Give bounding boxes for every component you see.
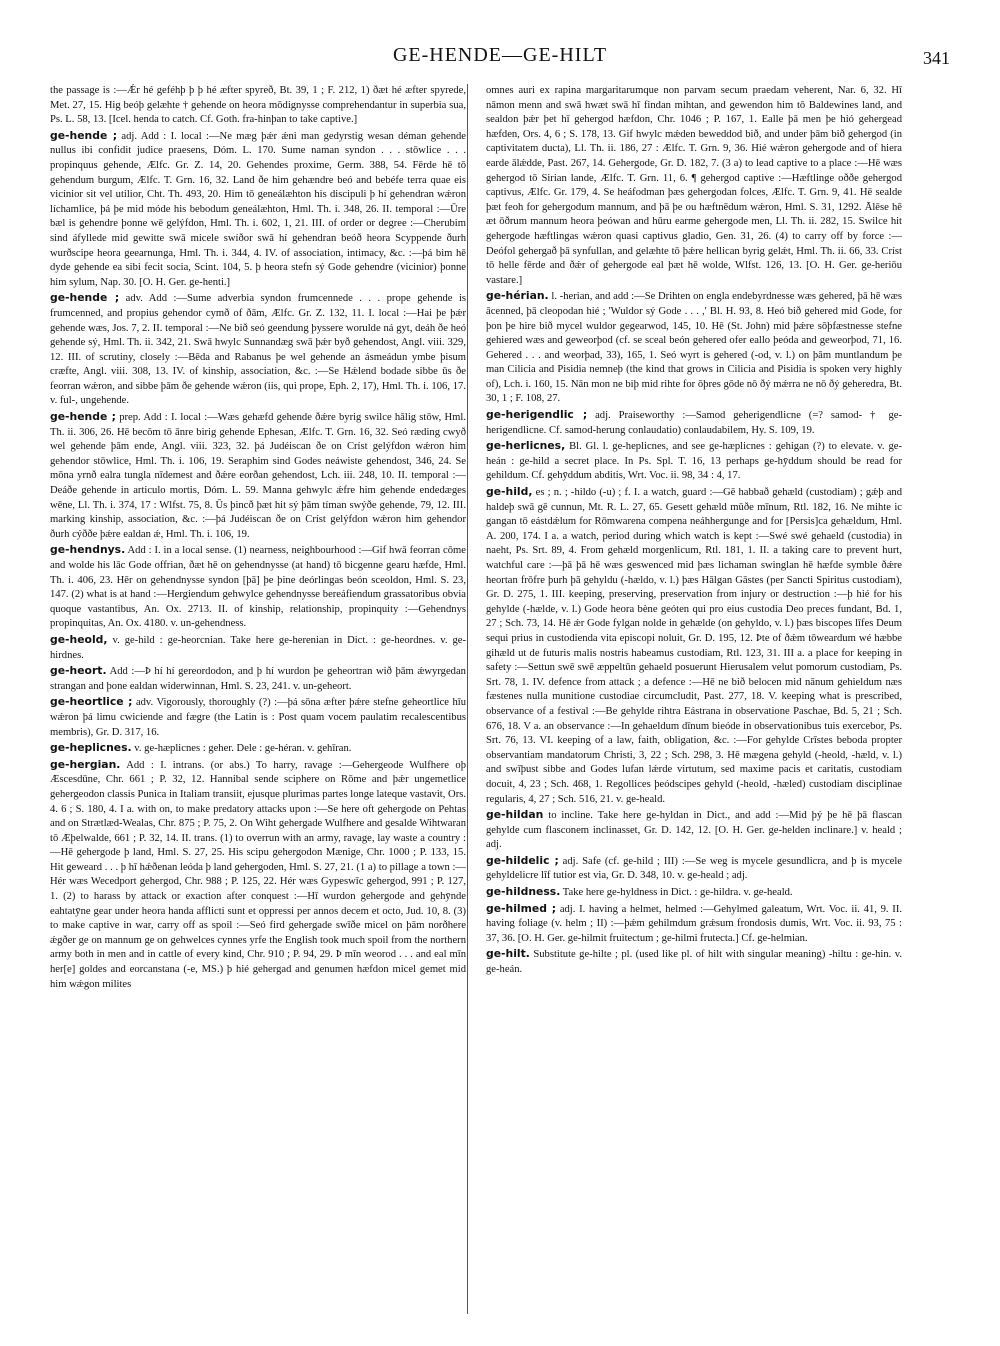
dictionary-entry (486, 885, 902, 901)
dictionary-entry (50, 410, 466, 542)
entry-headword: ge-hende ; (50, 128, 118, 142)
dictionary-entry (486, 439, 902, 484)
dictionary-entry (486, 485, 902, 807)
entry-headword: ge-hergian. (50, 757, 121, 771)
dictionary-entry (50, 695, 466, 740)
entry-text: to incline. Take here ge-hyldan in Dict., and add :—Mid þý þe hē þā flascan gehylde cum flasconem inclinasset, Gr. D. 142, 12. [O. H. Ger. ge-helden inclinare.] v. heald ; adj. (486, 810, 902, 851)
dictionary-entry (486, 947, 902, 977)
entry-headword: ge-hildness. (486, 885, 561, 899)
entry-text: adj. I. having a helmet, helmed :—Gehylmed galeatum, Wrt. Voc. ii. 41, 9. II. having foliage (v. helm ; II) :—þǽm gehilmdum grǽsum frondosis dumis, Wrt. Voc. ii. 93, 75 : 37, 36. [O. H. Ger. ge-hilmit fruitectum ; ge-hilmi frutecta.] Cf. ge-helmian. (486, 903, 902, 944)
dictionary-entry (486, 289, 902, 407)
entry-headword: ge-hende ; (50, 410, 116, 424)
entry-headword: ge-herigendlic ; (486, 408, 588, 422)
running-head: GE-HENDE—GE-HILT (392, 44, 608, 66)
dictionary-entry (486, 854, 902, 884)
dictionary-entry (486, 84, 902, 288)
entry-text: Bl. Gl. l. ge-heplicnes, and see ge-hæplicnes : gehigan (?) to elevate. v. ge-heán : ge-hild a secret place. In Ps. Spl. T. 16, 13 perhaps ge-hȳddum should be read for gehildum. Cf. gehȳddum abditis, Wrt. Voc. ii. 98, 34 : 4, 17. (486, 441, 902, 482)
entry-headword: ge-hérian. (486, 289, 549, 303)
entry-headword: ge-hild, (486, 485, 533, 499)
dictionary-entry (486, 902, 902, 947)
dictionary-entry (486, 808, 902, 853)
dictionary-entry (50, 633, 466, 663)
dictionary-entry (50, 129, 466, 291)
dictionary-entry (50, 543, 466, 632)
entry-headword: ge-heort. (50, 664, 107, 678)
entry-text: Add : I. intrans. (or abs.) To harry, ravage :—Gehergeode Wulfhere oþ Æscesdūne, Chr. 661 ; P. 32, 12. Hannibal sende sciphere on Rōme and þǽr ungemetlice gehergeodon classis Punica in Italiam transiit, ejusque plurimas partes longe lateque vastavit, Ors. 4. 6 ; S. 180, 4. I a. with on, to make predatory attacks upon :—Se here oft gehergode on Pehtas and on Strætlæd-Wealas, Chr. 875 ; P. 75, 2. On Wiht gehergade Wulfhere and gesalde Wihtwaran tō Æþelwalde, 661 ; P. 32, 14. II. trans. (1) to overrun with an army, ravage, lay waste a country :—Hē gehergode þ land, Hml. S. 27, 25. His scipu gehergodon Mænige, Chr. 1000 ; P. 133, 15. Hit geweard . . . þ hī hǽðenan leóda þ land gehergoden, Hml. S. 27, 21. (1 a) to pillage a town :—Hér wæs Wecedport gehergod, Chr. 988 ; P. 125, 22. Hér wæs Gypeswīc gehergod, 991 ; P. 127, 1. (2) to harass by attack or exaction after conquest :—Hī wurdon gehergode and gehȳnde eahtatȳne gear under heora handa afflicti sunt et oppressi per annos decem et octo, Jud. 10, 8. (3) to make captive in war, carry off as spoil :—Seó fird gehergade swīðe micel on þām norðhere ǽgðer ge on mannum ge on gehwelces cynnes yrfe the English took much spoil from the northern army both in men and in cattle of every kind, Chr. 910 ; P. 94, 29. Þ mīn weorod . . . and eal mīn her[e] goldes and eorcanstana (-e, MS.) þ hié gehergad and genumen hæfdon micel gemet mid him wǽgon milites (50, 759, 466, 990)
entry-text: Take here ge-hyldness in Dict. : ge-hildra. v. ge-heald. (562, 887, 793, 899)
entry-text: l. -herian, and add :—Se Drihten on engla endebyrdnesse wæs gehered, þā hē wæs ācenned, þā cleopodan hié ; 'Wuldor sý Gode . . . ,' Bl. H. 93, 8. Heó bið gehered mid Gode, for þon þe hire bið mycel wuldor gegearwod, 145, 10. Hē (St. John) mid þǽre sōþfæstnesse stefne gehiered wæs and geweorþod (cf. se sceal beón gehered ofer eallo þeóda and geweorþod, 71, 16. Gehered . . . and weorþad, 33), 165, 1. Seó wyrt is gehered (-od, v. l.) on þām muntlandum þe man Cilicia and Pisidia nemneþ (the kind that grows in Cilicia and Pisidia is spoken very highly of), Lch. i. 160, 15. Nān mon ne biþ mid rihte for ōþres gōde nō ðý mǽrra ne nō ðý geheredra, Bt. 30, 1 ; F. 108, 27. (486, 291, 902, 405)
entry-text: adv. Vigorously, thoroughly (?) :—þá sōna æfter þǽre stefne geheortlice hīu wǽron þá limu cwiciende and fægre (the Latin is : Post quam vocem paulatim recalescentibus membris), Gr. D. 317, 16. (50, 697, 466, 738)
dictionary-entry (50, 741, 466, 757)
entry-text: Substitute ge-hilte ; pl. (used like pl. of hilt with singular meaning) -hiltu : ge-hin. v. ge-heán. (486, 949, 902, 976)
right-column (486, 84, 902, 1314)
entry-text: adv. Add :—Sume adverbia syndon frumcennede . . . prope gehende is frumcenned, and propius gehendor cymð of ðām, Ælfc. Gr. Z. 132, 11. I. local :—Hai þe þǽr gehende wæs, Jos. 7, 2. II. temporal :—Ne bið seó geendung þyssere worulde ná gyt, deáh ðe heó gehende sý, Hml. Th. ii. 342, 21. Swā hwylc Sunnandæg swā þǽr byð gehendost, Angl. viii. 329, 12. III. of scrutiny, closely :—Bēda and Rabanus þe wel gehende an ásmeádun ymbe þisum cræfte, Angl. viii. 308, 13. IV. of kinship, association, &c. :—Se Hǽlend bodade sibbe ūs ðe feorran wǽron, and sibbe þām ðe gehende wǽron (iis, qui prope, Eph. 2, 17), Hml. Th. i. 106, 17. v. ful-, ungehende. (50, 293, 466, 407)
entry-text: Add : I. in a local sense. (1) nearness, neighbourhood :—Gif hwā feorran cōme and wolde his lāc Gode offrian, ðæt hē on gehendnysse (at hand) tō bicgenne gearu hæfde, Hml. Th. i. 406, 23. Hēr on gehendnysse syndon [þā] þe þine deórlingas beón sceoldon, Hml. S. 23, 147. (2) what is at hand :—Hergiendum gehwylce gehendnysse bereáfiendum grassatoribus obvia quoque vastantibus, An. Ox. 2713. II. of kinship, relationship, propinquity :—Gehendnys propinquitas, An. Ox. 4180. v. un-gehendness. (50, 545, 466, 630)
entry-headword: ge-heplicnes. (50, 741, 132, 755)
entry-headword: ge-hilmed ; (486, 901, 557, 915)
page-header (50, 44, 950, 72)
entry-headword: ge-herlicnes, (486, 439, 566, 453)
entry-text: omnes auri ex rapina margaritarumque non parvam secum praedam veherent, Nar. 6, 32. Hī nāmon menn and swā hwæt swā hī findan mihtan, and gewendon him tō Baldewines land, and sealdon þǽr þet hī gehergod hæfdon, Chr. 1046 ; P. 167, 1. Ealle þā men þe hió gehergead hæfden, Ors. 4, 6 ; S. 178, 13. Gif hwylc mǽden beweddod bið, and under þām bið gehergod (in captivitatem ducta), Ll. Th. ii. 186, 27 : Ælfc. T. Grn. 9, 36. Hié wǽron gehergode and of hiera earde ālǽdde, Past. 267, 14. Gehergode, Gr. D. 182, 7. (3 a) to lead captive to a place :—Hē wæs gehergod tō Sirian lande, Ælfc. T. Grn. 11, 6. ¶ gehergod captive :—Hæftlinge oððe gehergod captivus, Ælfc. Gr. 179, 4. Se heáfodman þæs gehergodan folces, Ælfc. T. Grn. 9, 41. Hē sealde þæt feoh for gehergodum mannum, and þā þe ou hæftnēdum wǽron, Hml. S. 31, 1292. Ālēse hē æt ōðrum mannum heora þeówan and hūru earme gehergode men, Ll. Th. ii. 282, 15. Swilce hit gehergode hæftlingas wǽron quasi captivus gladio, Gen. 31, 26. (4) to carry off by force :—Deófol gehergað þā synfullan, and gelæhte tō þǽre hellican byrig gelǽt, Hml. Th. ii. 66, 33. Críst tō helle fērde and ðǽr of gehergode eal þæt hē wolde, Wlfst. 126, 13. [O. H. Ger. ge-heriōu vastare.] (486, 85, 902, 286)
entry-text: adj. Safe (cf. ge-hild ; III) :—Se weg is mycele gesundlicra, and þ is mycele gehyldelicre līf tutior est via, Gr. D. 348, 10. v. ge-heald ; adj. (486, 855, 902, 882)
dictionary-entry (50, 291, 466, 409)
entry-text: the passage is :—Ǽr hé geféhþ þ þ hé æfter spyreð, Bt. 39, 1 ; F. 212, 1) ðæt hé æfter spyrede, Met. 27, 15. Hig beóþ gelæhte † gehende on heora mōdignysse comprehendantur in superbia sua, Ps. L. 58, 13. [Icel. henda to catch. Cf. Goth. fra-hinþan to take captive.] (50, 85, 466, 126)
entry-headword: ge-hilt. (486, 947, 530, 961)
column-divider (467, 84, 468, 1314)
entry-headword: ge-heold, (50, 632, 108, 646)
entry-headword: ge-heortlice ; (50, 695, 133, 709)
entry-text: v. ge-hæplicnes : geher. Dele : ge-héran. v. gehīran. (134, 743, 352, 755)
entry-text: adj. Add : I. local :—Ne mæg þǽr ǽni man gedyrstig wesan déman gehende nullus ibi confidit judice praesens, Dóm. L. 170. Sume naman syndon . . . stōwlice . . . propinquus gehende, Ælfc. Gr. Z. 14, 20. Gehendes proxime, Germ. 388, 54. Fērde hē tō gehendum burgum, Ælfc. T. Grn. 16, 32. Land ðe him gehændre beó and bebéfe terra quae eis vicinior sit vel utilior, Cht. Th. 493, 20. Him tō geneálæhton his discipuli þ hí gehendran wǽron líchamlice, þá þe mid móde his bebodum geneálæhton, Hml. Th. i. 348, 26. II. temporal :—Ūre bæl is gehendre þonne wē gelýfdon, Hml. Th. i. 602, 1, 21. III. of order or degree :—Cherubim sind áfyllede mid gewitte swā micele swíðor swā hí gehendran beóð heora Scyppende ðurh wurðscipe heora geearnunga, Hml. Th. i. 344, 4. IV. of association, intimacy, &c. :—þá bim hē dyde gehende ea sibi fecit socia, Scint. 104, 5. þ heora stefn sý Gode gehendre (vicinior) þonne him sylum, Nap. 30. [O. H. Ger. ge-henti.] (50, 130, 466, 288)
entry-headword: ge-hendnys. (50, 543, 126, 557)
dictionary-entry (486, 408, 902, 438)
entry-headword: ge-hildan (486, 808, 544, 822)
dictionary-entry (50, 84, 466, 128)
dictionary-entry (50, 758, 466, 993)
entry-text: prep. Add : I. local :—Wæs gehæfd gehende ðǽre byrig swilce hālig stōw, Hml. Th. ii. 306, 26. Hē becōm tō ānre birig gehende Ephesan, Ælfc. T. Grn. 16, 32. Seó ræding cwyð wel gehende þām ende, Angl. viii. 323, 32. þá Judéiscan ðe on Críst gelýfdon wǽron him gehendor stōwlice, Hml. Th. i. 106, 19. Seraphim sind Godes neáwiste gehendost, 346, 24. Se mōna yrnð ealra tungla nīdemest and ðǽre eorðan gehendost, Lch. iii. 248, 10. II. temporal :—Deáðe gehende in articulo mortis, Dóm. L. 59. Manna gehwylc ǽfre him gehende endedæges wēne, Ll. Th. i. 374, 17 : Wlfst. 75, 8. Ūs þincð þæt hit sý þām tíman swýðe gehende, 79, 12. III. marking kinship, association, &c. :—þá Judéiscan ðe on Críst gelýfdon wǽron him gehendor ðurh cýððe þǽre ealdan ǽ, Hml. Th. i. 106, 19. (50, 412, 466, 540)
entry-headword: ge-hildelic ; (486, 853, 559, 867)
entry-text: v. ge-hild : ge-heorcnian. Take here ge-herenian in Dict. : ge-heordnes. v. ge-hirdnes. (50, 634, 466, 661)
dictionary-entry (50, 664, 466, 694)
entry-text: es ; n. ; -hildo (-u) ; f. I. a watch, guard :—Gē habbað gehæld (custodiam) ; gǽþ and haldeþ swā gē cunnun, Mt. R. L. 27, 65. Gesett gehæld mūðe mīnum, Rtl. 182, 16. Ne mihte ic gangan tō eástdǽlum for Rōmwarena compena neáhhergunge and for [Persis]ca gehældum, Hml. A. 200, 174. I a. a watch, period during which watch is kept :—Swé swé gehaeld (custodia) in naeht, Ps. Srt. 89, 4. From gehæld morgenlicum, Rtl. 181, 1. II. a taking care to prevent hurt, watchful care :—þā þā hē wæs geswenced mid þæs lichaman swinglan hē hæfde symble ðǽre heortan frōfre þurh þā gehyldu (-hældo, v. l.) þæs Hālgan Gāstes (per Sancti Spiritus custodiam), Gr. D. 275, 1. III. keeping, preserving, preservation from injury or destruction :—þ hié for his gehylde (-hælde, v. l.) Gode heora bène geóten qui pro eius custodia Deo preces fundant, Bd. 1, 27 ; Sch. 73, 14. Hē ǽr Gode fylgan nolde in gehælde (on gehyldo, v. l.) þæs biscopes līfes Deum sequi prius in custodienda vita episcopi noluit, Gr. D. 195, 12. Þte of ðǽm tōweardum wé hæbbe gihæld ut de futuris malis nostris habeamus custodiam, Rtl. 123, 31. III a. a place for keeping in safety :—Settun swē swē æppeltūn gehaeld posuerunt Hierusalem velut pomorum custodiam, Ps. Srt. 78, 1. IV. defence from attack ; a defence :—Hē ne bið belocen mid nānum gehieldum næs fæstenes nulla munitione custodiae circumcludit, Past. 277, 18. V. keeping what is prescribed, observance of a festival :—Be gehylde rihtra Eástrana in observatione Paschae, Bd. 5, 21 ; Sch. 676, 18. V a. an observance :—In gehaeldum dīnum bieóde in observationibus tuis exercebor, Ps. Srt. 76, 13. VI. keeping of a law, faith, obligation, &c. :—For gehylde Crīstes beboda propter observantiam mandatorum Christi, 3, 22 ; Sch. 298, 3. Hē mægena gehyld (-heold, -hæld, v. l.) and swīþust sibbe and Godes lufan lǽrde virtutum, sed maxime pacis et caritatis, custodiam docuit, 4, 23 ; Sch. 468, 1. Regollices þeódscipes gehyld (-heold, -hæled) custodiam disciplinae regularis, 4, 27 ; Sch. 516, 21. v. ge-heald. (486, 487, 902, 805)
page-number: 341 (923, 48, 950, 68)
entry-text: adj. Praiseworthy :—Samod geherigendlicne (=? samod- † ge-herigendlicne. Cf. samod-herung conlaudatio) conlaudabilem, Hy. S. 109, 19. (486, 410, 902, 436)
entry-text: Add :—Þ hí hí gereordodon, and þ hí wurdon þe geheortran wið þām ǽwyrgedan strangan and þone ealdan widerwinnan, Hml. S. 23, 241. v. un-geheort. (50, 666, 466, 692)
entry-headword: ge-hende ; (50, 291, 120, 305)
left-column (50, 84, 466, 1314)
